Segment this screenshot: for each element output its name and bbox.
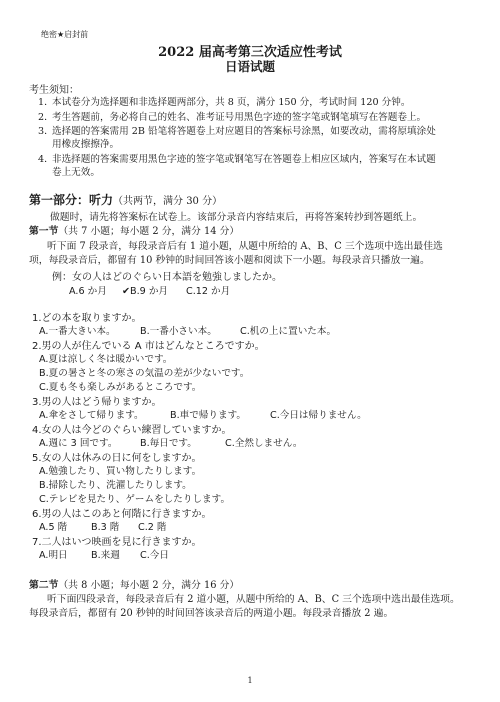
notes-heading: 考生须知： bbox=[29, 85, 79, 96]
question-text: 4.女の人は今どのぐらい練習していますか。 bbox=[32, 425, 232, 436]
section2-heading: 第二节（共 8 小题；每小题 2 分，满分 16 分） bbox=[29, 580, 240, 591]
option-c: C.夏も冬も楽しみがあるところです。 bbox=[39, 382, 202, 393]
section2-instruction-line: 听下面四段录音，每段录音后有 2 道小题，从题中所给的 A、B、C 三个选项中选出最佳选项。 bbox=[47, 594, 460, 605]
option-a: A.明日 bbox=[39, 550, 68, 561]
option-c: C.机の上に置いた本。 bbox=[240, 326, 337, 337]
example-question: 例：女の人はどのぐらい日本語を勉強しましたか。 bbox=[52, 272, 282, 283]
part1-heading: 第一部分：听力（共两节，满分 30 分） bbox=[29, 193, 223, 207]
note-item: 1． 本试卷分为选择题和非选择题两部分，共 8 页，满分 150 分，考试时间 120 分钟。 bbox=[38, 97, 411, 108]
question-text: 6.男の人はこのあと何階に行きますか。 bbox=[32, 509, 212, 520]
note-item: 2． 考生答题前，务必将自己的姓名、准考证号用黑色字迹的签字笔或钢笔填写在答题卷上。 bbox=[38, 112, 427, 123]
section2-instruction-line: 每段录音后，都留有 20 秒钟的时间回答该录音后的两道小题。每段录音播放 2 遍。 bbox=[29, 608, 394, 619]
question-text: 7.二人はいつ映画を見に行きますか。 bbox=[32, 537, 202, 548]
question-text: 5.女の人は休みの日に何をしますか。 bbox=[32, 453, 202, 464]
question-text: 1.どの本を取りますか。 bbox=[32, 313, 142, 324]
option-c: C.テレビを見たり、ゲームをしたりします。 bbox=[39, 494, 231, 505]
option-b: B.毎日です。 bbox=[140, 438, 197, 449]
secret-mark: 绝密★启封前 bbox=[41, 30, 89, 39]
exam-title: 2022 届高考第三次适应性考试 bbox=[158, 45, 342, 60]
option-b: B.3 階 bbox=[91, 522, 120, 533]
option-a: A.一番大きい本。 bbox=[39, 326, 116, 337]
page-number: 1 bbox=[247, 676, 253, 685]
example-option-a: A.6 か月 bbox=[69, 286, 107, 297]
option-a: A.5 階 bbox=[39, 522, 68, 533]
option-b: B.夏の暑さと冬の寒さの気温の差が少ないです。 bbox=[39, 368, 250, 379]
note-item: 4． 非选择题的答案需要用黑色字迹的签字笔或钢笔写在答题卷上相应区域内，答案写在本试题 卷上无效。 bbox=[38, 154, 436, 178]
section1-heading: 第一节（共 7 小题；每小题 2 分，满分 14 分） bbox=[29, 226, 240, 237]
option-b: B.掃除したり、洗濯したりします。 bbox=[39, 480, 192, 491]
option-c: C.今日は帰りません。 bbox=[270, 410, 367, 421]
section1-instruction-line: 听下面 7 段录音，每段录音后有 1 道小题，从题中所给的 A、B、C 三个选项中选出最佳选 bbox=[47, 241, 443, 252]
note-item: 3． 选择题的答案需用 2B 铅笔将答题卷上对应题目的答案标号涂黑，如要改动，需将原填涂处 用橡皮擦擦净。 bbox=[38, 126, 436, 150]
part1-intro: 做题时，请先将答案标在试卷上。该部分录音内容结束后，再将答案转抄到答题纸上。 bbox=[50, 212, 423, 223]
option-c: C.2 階 bbox=[138, 522, 167, 533]
option-b: B.一番小さい本。 bbox=[140, 326, 217, 337]
option-c: C.全然しません。 bbox=[225, 438, 303, 449]
option-a: A.傘をさして帰ります。 bbox=[39, 410, 144, 421]
question-text: 2.男の人が住んでいる A 市はどんなところですか。 bbox=[32, 341, 265, 352]
option-a: A.夏は涼しく冬は暖かいです。 bbox=[39, 354, 173, 365]
question-text: 3.男の人はどう帰りますか。 bbox=[32, 397, 162, 408]
option-b: B.来週 bbox=[91, 550, 120, 561]
option-c: C.今日 bbox=[140, 550, 169, 561]
option-a: A.週に 3 回です。 bbox=[39, 438, 118, 449]
example-option-b: ✔B.9 か月 bbox=[122, 286, 169, 297]
option-b: B.車で帰ります。 bbox=[170, 410, 247, 421]
exam-subtitle: 日语试题 bbox=[224, 59, 275, 74]
section1-instruction-line: 项，每段录音后，都留有 10 秒钟的时间回答该小题和阅读下一小题。每段录音只播放一遍。 bbox=[29, 255, 430, 266]
option-a: A.勉強したり、買い物したりします。 bbox=[39, 466, 202, 477]
example-option-c: C.12 か月 bbox=[186, 286, 231, 297]
